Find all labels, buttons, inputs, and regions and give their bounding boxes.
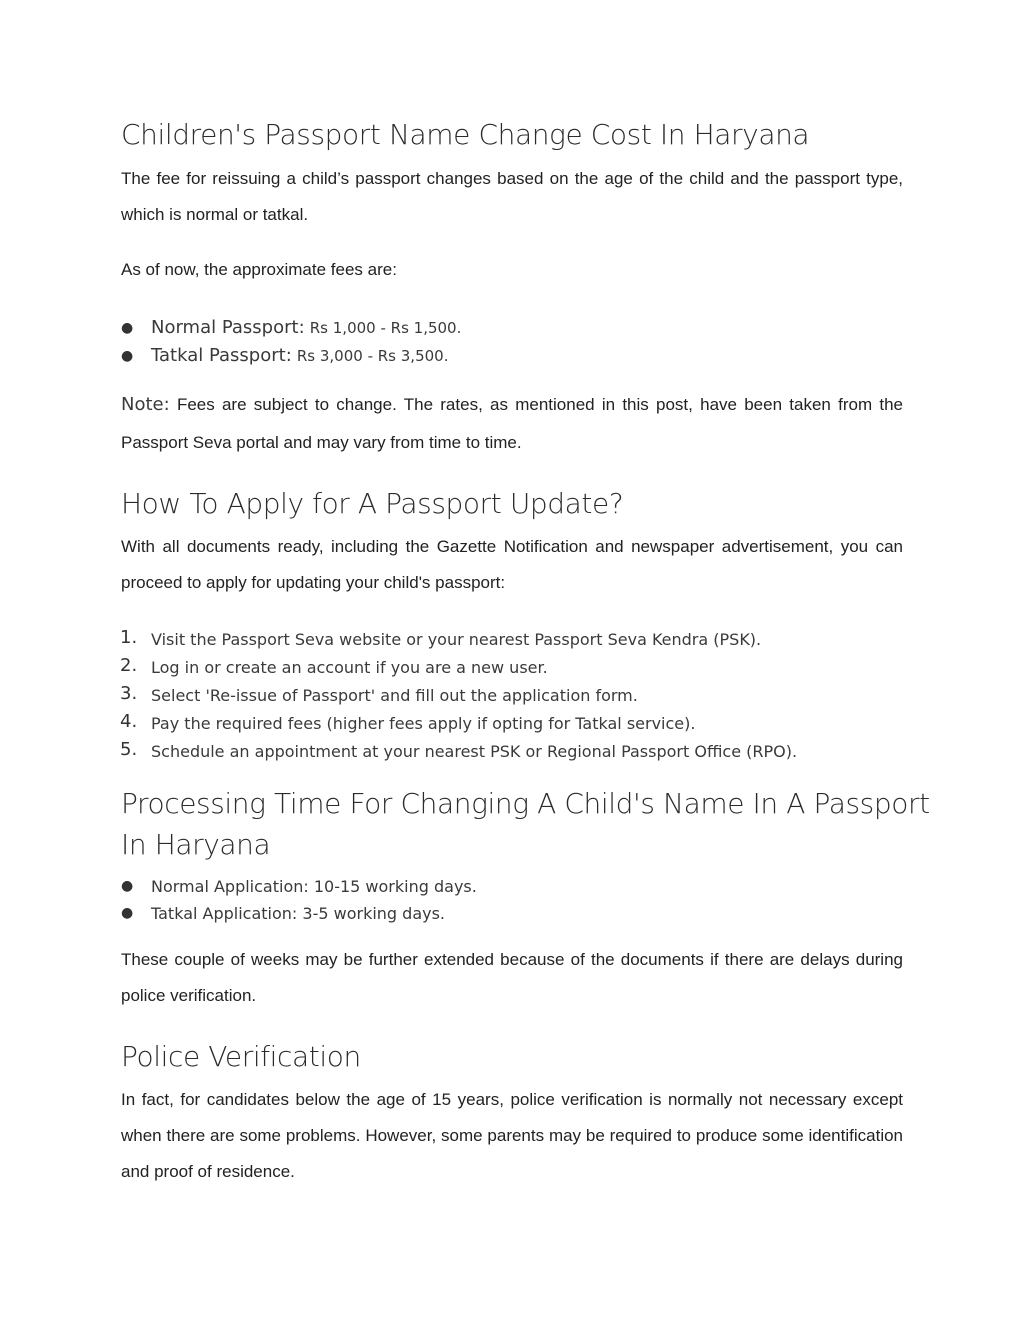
section-heading-processing [121, 783, 930, 865]
list-item [91, 710, 903, 738]
paragraph-apply-intro: With all documents ready, including the Gazette Notification and newspaper advertisement, you can proceed to apply for updating your child's passport: [121, 537, 903, 592]
processing-time-list [121, 873, 903, 929]
step-text: Log in or create an account if you are a new user. [151, 658, 548, 677]
step-number: 3. [120, 683, 138, 704]
section-heading-police: Police Verification [121, 1040, 361, 1073]
list-item [91, 654, 903, 682]
step-text: Pay the required fees (higher fees apply if opting for Tatkal service). [151, 714, 696, 733]
step-number: 1. [120, 627, 138, 648]
apply-steps-list [121, 626, 903, 766]
step-number: 2. [120, 655, 138, 676]
fee-value: Rs 1,000 - Rs 1,500. [309, 319, 462, 337]
note-label: Note: [121, 394, 170, 415]
paragraph-processing: These couple of weeks may be further extended because of the documents if there are delays during police verification. [121, 950, 903, 1005]
step-text: Select 'Re-issue of Passport' and fill out the application form. [151, 686, 638, 705]
bullet-icon: ● [121, 348, 134, 364]
time-text: Tatkal Application: 3-5 working days. [151, 904, 446, 923]
list-item [91, 682, 903, 710]
bullet-icon: ● [121, 905, 134, 921]
section-heading-apply: How To Apply for A Passport Update? [121, 487, 624, 520]
step-number: 5. [120, 739, 138, 760]
time-text: Normal Application: 10-15 working days. [151, 877, 477, 896]
list-item [91, 873, 903, 900]
step-text: Schedule an appointment at your nearest PSK or Regional Passport Office (RPO). [151, 742, 798, 761]
fee-label: Normal Passport: [151, 317, 305, 338]
heading-line: Processing Time For Changing A Child's Name In A Passport [121, 787, 930, 820]
fee-list [121, 314, 903, 370]
list-item [91, 314, 903, 342]
paragraph-fee-intro: The fee for reissuing a child’s passport changes based on the age of the child and the passport type, which is normal or tatkal. [121, 169, 903, 224]
list-item [91, 626, 903, 654]
step-text: Visit the Passport Seva website or your nearest Passport Seva Kendra (PSK). [151, 630, 762, 649]
bullet-icon: ● [121, 320, 134, 336]
note-text: Fees are subject to change. The rates, as mentioned in this post, have been taken from the Passport Seva portal and may vary from time to time. [121, 395, 903, 452]
section-heading-cost: Children's Passport Name Change Cost In Haryana [121, 118, 810, 151]
fee-label: Tatkal Passport: [151, 345, 292, 366]
bullet-icon: ● [121, 878, 134, 894]
heading-line: In Haryana [121, 828, 271, 861]
paragraph-note [121, 386, 903, 462]
paragraph-fees-lead: As of now, the approximate fees are: [121, 260, 397, 279]
fee-value: Rs 3,000 - Rs 3,500. [296, 347, 449, 365]
list-item [91, 342, 903, 370]
list-item [91, 900, 903, 927]
step-number: 4. [120, 711, 138, 732]
list-item [91, 738, 903, 766]
paragraph-police: In fact, for candidates below the age of 15 years, police verification is normally not necessary except when there are some problems. However, some parents may be required to produce some identification and proof of residence. [121, 1090, 903, 1181]
